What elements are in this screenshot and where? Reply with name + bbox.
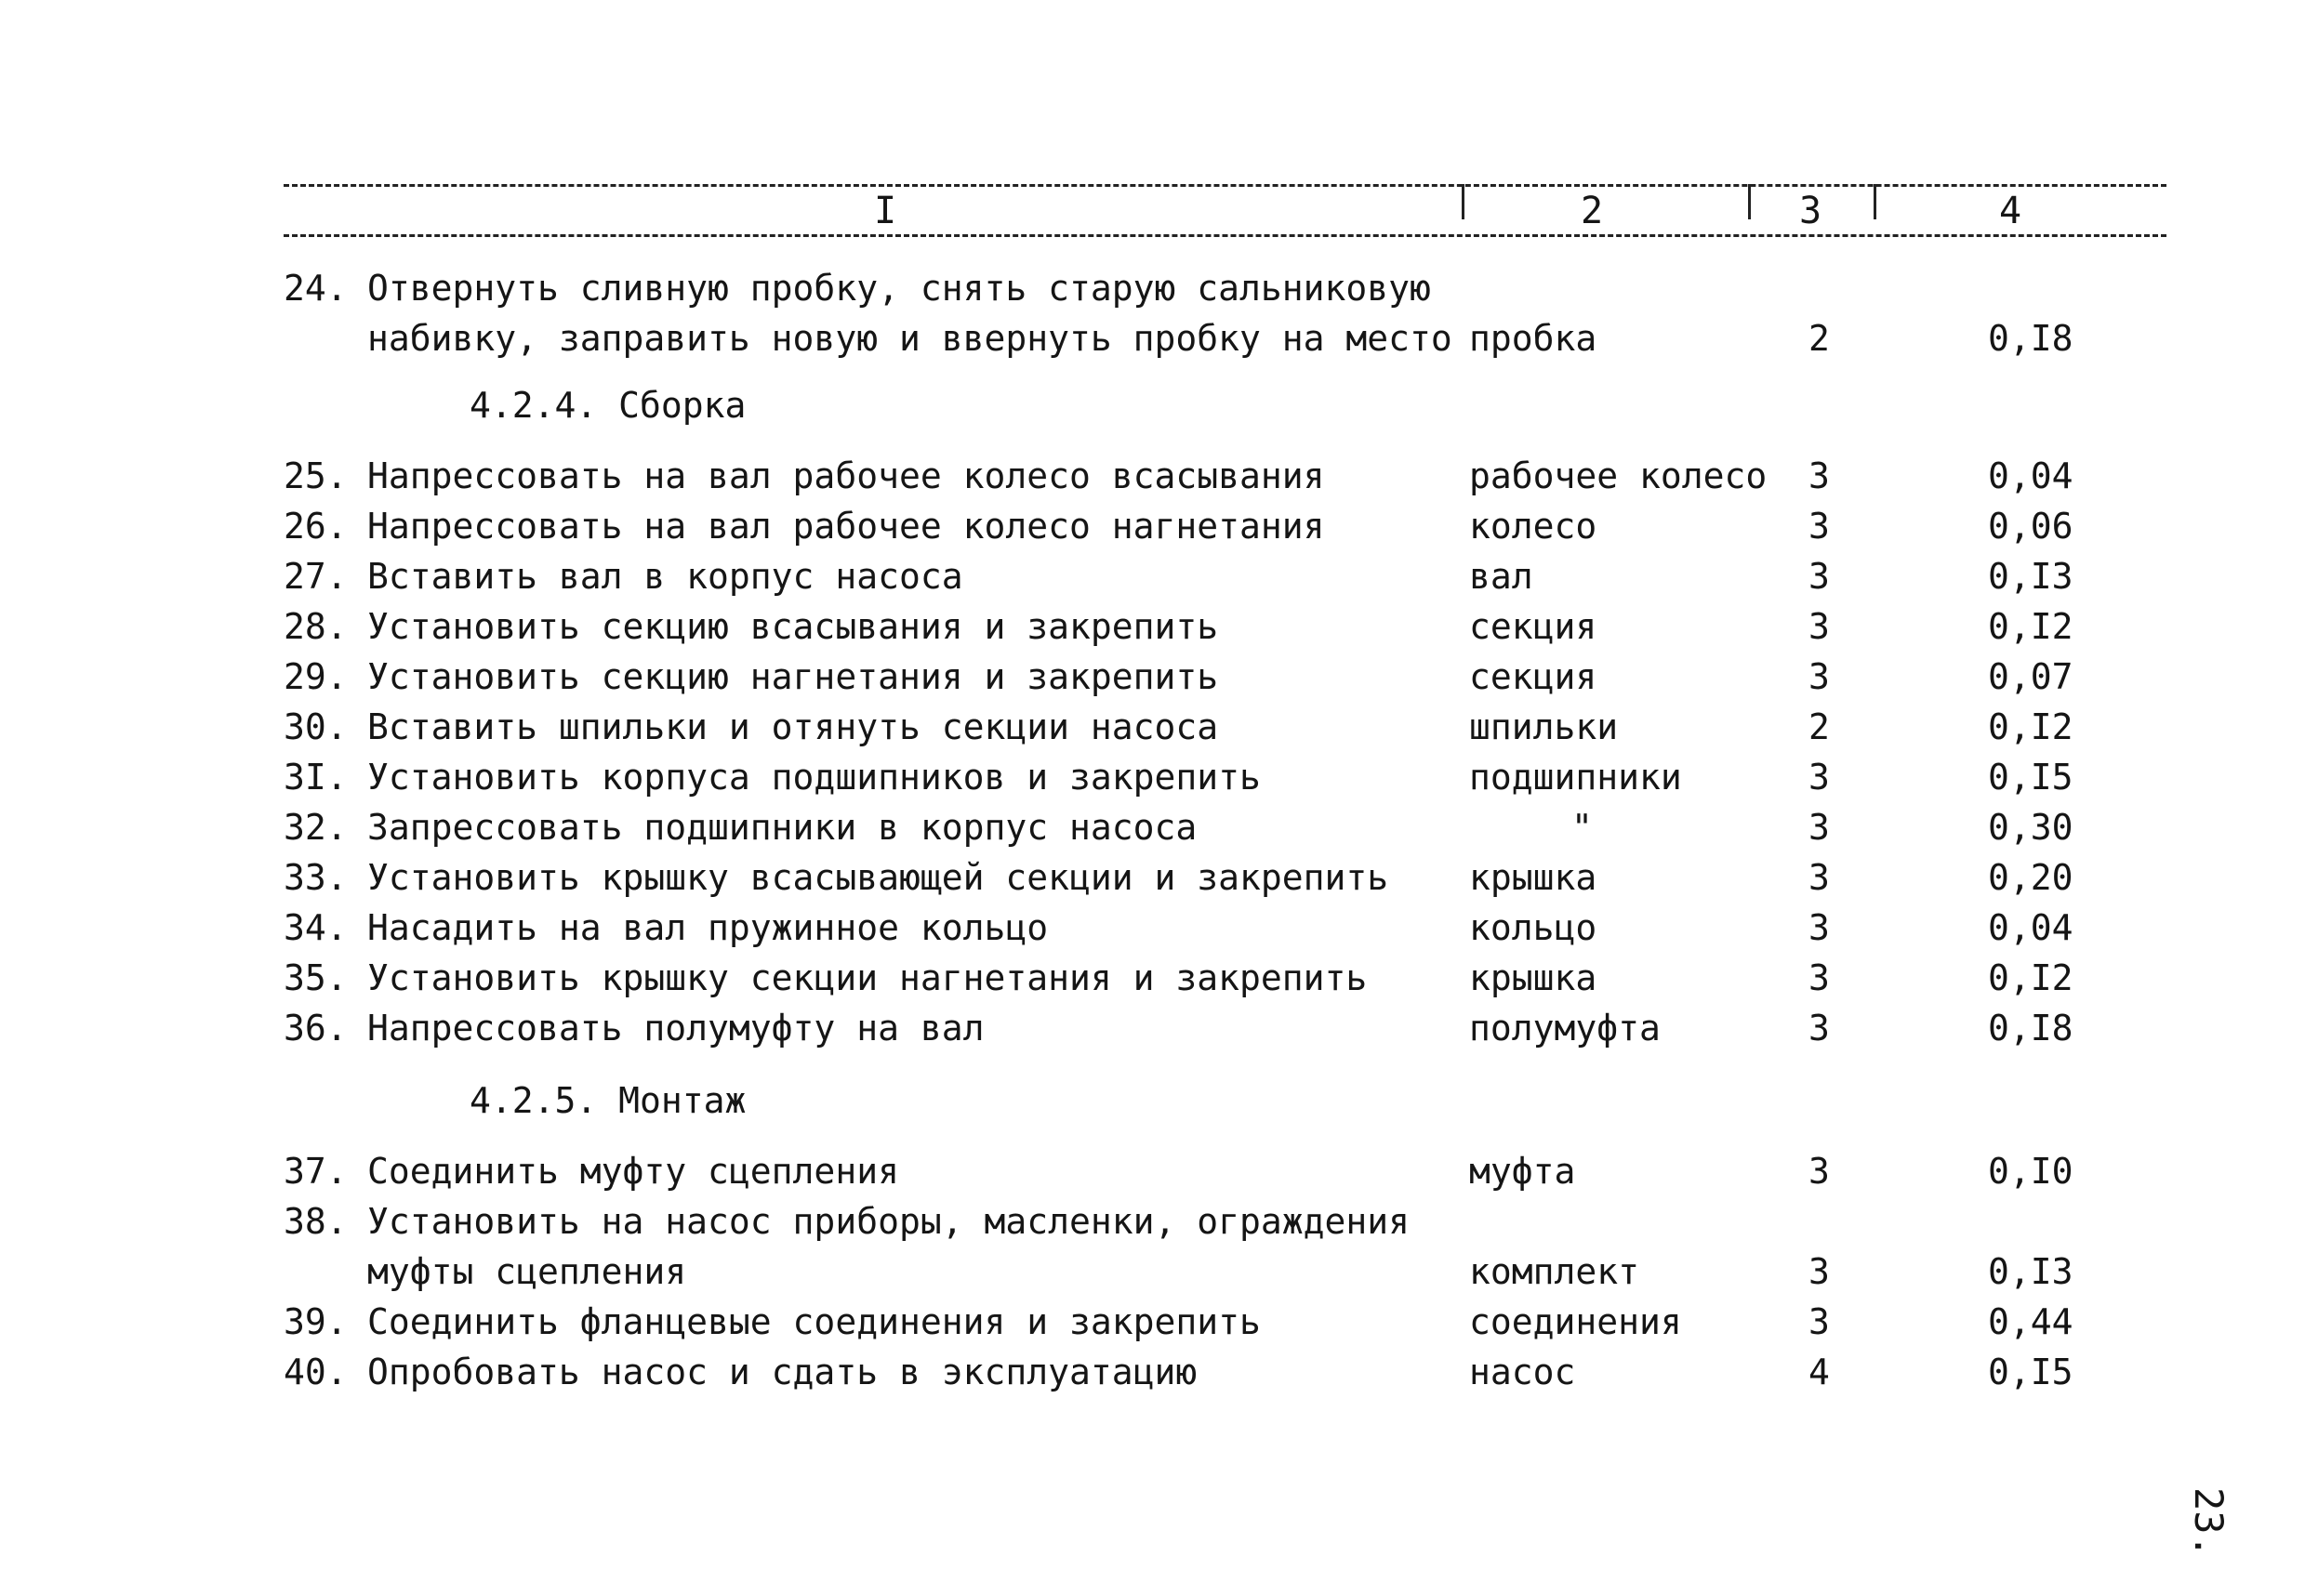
row-number: 36.: [284, 1008, 348, 1049]
row-norm: 0,06: [1988, 506, 2073, 547]
row-number: 30.: [284, 706, 348, 747]
row-number: 26.: [284, 506, 348, 547]
row-unit: крышка: [1469, 957, 1597, 998]
row-description: Опробовать насос и сдать в эксплуатацию: [367, 1352, 1198, 1392]
row-description: Отвернуть сливную пробку, снять старую сальниковую: [367, 268, 1431, 309]
row-norm: 0,I2: [1988, 706, 2073, 747]
row-category: 2: [1808, 706, 1830, 747]
row-category: 3: [1808, 1151, 1830, 1192]
row-category: 3: [1808, 656, 1830, 697]
row-unit: колесо: [1469, 506, 1597, 547]
row-number: 32.: [284, 807, 348, 848]
row-description: Установить секцию всасывания и закрепить: [367, 606, 1219, 647]
row-number: 33.: [284, 857, 348, 898]
row-number: 40.: [284, 1352, 348, 1392]
row-number: 27.: [284, 556, 348, 597]
row-description: набивку, заправить новую и ввернуть пробку на место: [367, 318, 1452, 359]
row-number: 24.: [284, 268, 348, 309]
row-number: 37.: [284, 1151, 348, 1192]
header-bottom-rule: [284, 234, 2166, 237]
row-category: 2: [1808, 318, 1830, 359]
row-number: 3I.: [284, 757, 348, 798]
row-unit: рабочее колесо: [1469, 455, 1768, 496]
row-unit: кольцо: [1469, 907, 1597, 948]
row-description: муфты сцепления: [367, 1251, 687, 1292]
row-number: 34.: [284, 907, 348, 948]
row-description: Установить крышку секции нагнетания и закрепить: [367, 957, 1368, 998]
section-heading-assembly: 4.2.4. Сборка: [470, 385, 747, 426]
row-description: Соединить фланцевые соединения и закрепить: [367, 1301, 1261, 1342]
row-unit: секция: [1469, 656, 1597, 697]
row-category: 3: [1808, 757, 1830, 798]
row-norm: 0,44: [1988, 1301, 2073, 1342]
row-category: 3: [1808, 606, 1830, 647]
row-category: 3: [1808, 506, 1830, 547]
column-header-1: I: [874, 190, 897, 232]
row-category: 3: [1808, 1301, 1830, 1342]
column-header-4: 4: [1999, 190, 2022, 232]
row-unit-ditto: ": [1571, 807, 1593, 848]
page-number: 23.: [2186, 1487, 2232, 1558]
row-norm: 0,I2: [1988, 957, 2073, 998]
column-header-2: 2: [1581, 190, 1604, 232]
row-unit: насос: [1469, 1352, 1576, 1392]
column-header-3: 3: [1799, 190, 1822, 232]
row-norm: 0,I3: [1988, 1251, 2073, 1292]
row-description: Насадить на вал пружинное кольцо: [367, 907, 1049, 948]
row-unit: секция: [1469, 606, 1597, 647]
row-category: 3: [1808, 807, 1830, 848]
row-category: 3: [1808, 1251, 1830, 1292]
row-category: 3: [1808, 957, 1830, 998]
row-description: Установить на насос приборы, масленки, ограждения: [367, 1201, 1411, 1242]
column-separator: [1874, 184, 1876, 219]
row-number: 25.: [284, 455, 348, 496]
header-top-rule: [284, 184, 2166, 187]
section-heading-mounting: 4.2.5. Монтаж: [470, 1080, 747, 1121]
row-norm: 0,I8: [1988, 1008, 2073, 1049]
column-separator: [1748, 184, 1751, 219]
row-category: 3: [1808, 907, 1830, 948]
row-unit: муфта: [1469, 1151, 1576, 1192]
row-description: Установить секцию нагнетания и закрепить: [367, 656, 1219, 697]
row-category: 3: [1808, 455, 1830, 496]
row-unit: полумуфта: [1469, 1008, 1661, 1049]
row-norm: 0,07: [1988, 656, 2073, 697]
row-description: Вставить вал в корпус насоса: [367, 556, 963, 597]
row-norm: 0,04: [1988, 455, 2073, 496]
row-number: 35.: [284, 957, 348, 998]
row-unit: пробка: [1469, 318, 1597, 359]
row-category: 3: [1808, 1008, 1830, 1049]
row-norm: 0,I8: [1988, 318, 2073, 359]
row-unit: вал: [1469, 556, 1533, 597]
column-separator: [1462, 184, 1464, 219]
row-norm: 0,I5: [1988, 757, 2073, 798]
row-unit: подшипники: [1469, 757, 1682, 798]
row-unit: крышка: [1469, 857, 1597, 898]
row-unit: комплект: [1469, 1251, 1640, 1292]
row-norm: 0,I5: [1988, 1352, 2073, 1392]
row-norm: 0,30: [1988, 807, 2073, 848]
row-norm: 0,04: [1988, 907, 2073, 948]
row-description: Установить корпуса подшипников и закрепить: [367, 757, 1261, 798]
row-description: Запрессовать подшипники в корпус насоса: [367, 807, 1198, 848]
row-description: Установить крышку всасывающей секции и закрепить: [367, 857, 1389, 898]
row-norm: 0,20: [1988, 857, 2073, 898]
row-number: 28.: [284, 606, 348, 647]
row-number: 38.: [284, 1201, 348, 1242]
row-description: Соединить муфту сцепления: [367, 1151, 899, 1192]
row-unit: соединения: [1469, 1301, 1682, 1342]
row-description: Напрессовать на вал рабочее колесо нагнетания: [367, 506, 1325, 547]
row-category: 3: [1808, 556, 1830, 597]
row-description: Напрессовать на вал рабочее колесо всасывания: [367, 455, 1325, 496]
row-number: 29.: [284, 656, 348, 697]
row-unit: шпильки: [1469, 706, 1619, 747]
row-description: Напрессовать полумуфту на вал: [367, 1008, 985, 1049]
row-category: 4: [1808, 1352, 1830, 1392]
row-category: 3: [1808, 857, 1830, 898]
row-description: Вставить шпильки и отянуть секции насоса: [367, 706, 1219, 747]
row-number: 39.: [284, 1301, 348, 1342]
row-norm: 0,I0: [1988, 1151, 2073, 1192]
row-norm: 0,I2: [1988, 606, 2073, 647]
row-norm: 0,I3: [1988, 556, 2073, 597]
